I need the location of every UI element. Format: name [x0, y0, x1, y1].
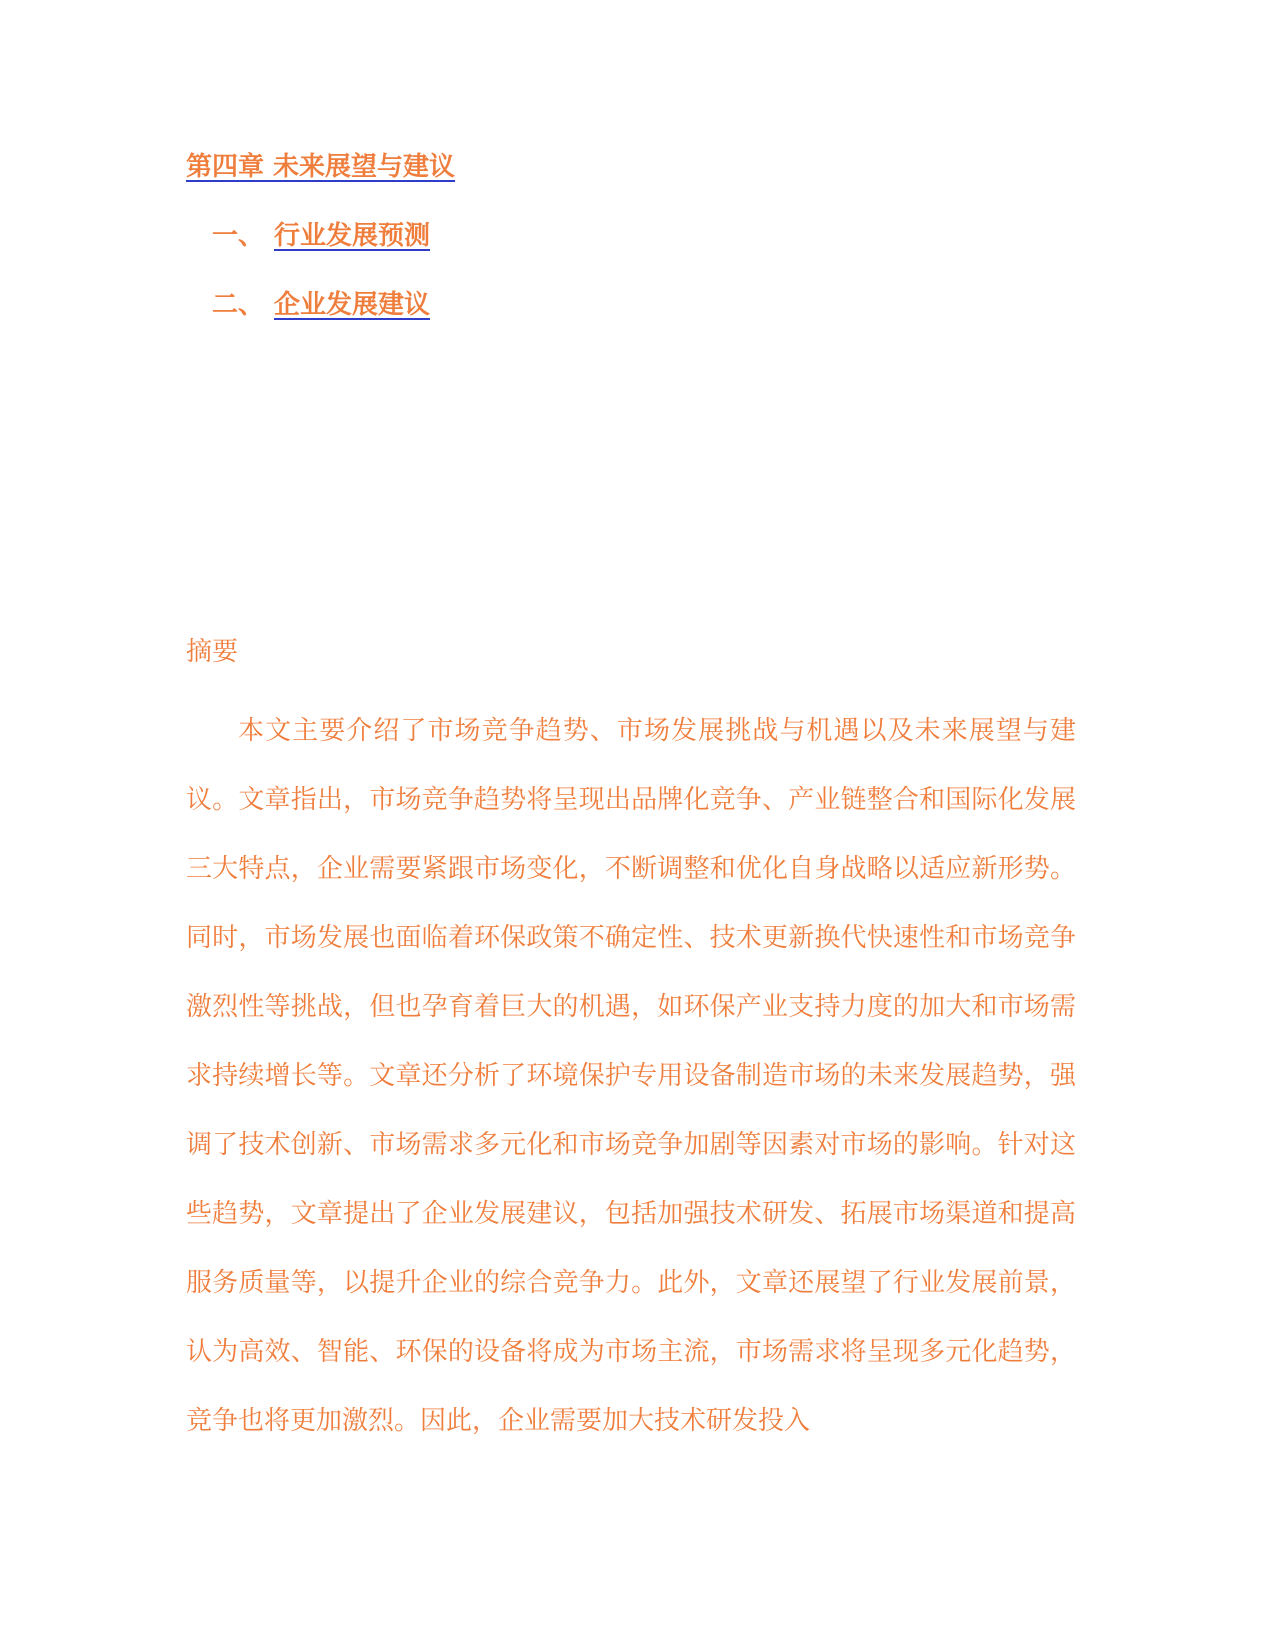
toc-section-number: 二、 [212, 290, 265, 320]
abstract-heading: 摘要 [186, 637, 239, 667]
table-of-contents [186, 150, 886, 322]
toc-section-title: 行业发展预测 [274, 221, 431, 251]
abstract-section [186, 635, 1076, 1456]
toc-link-section-2[interactable] [212, 288, 886, 322]
toc-link-section-1[interactable] [212, 219, 886, 253]
abstract-paragraph: 本文主要介绍了市场竞争趋势、市场发展挑战与机遇以及未来展望与建议。文章指出，市场竞争趋势将呈现出品牌化竞争、产业链整合和国际化发展三大特点，企业需要紧跟市场变化，不断调整和优化自身战略以适应新形势。同时，市场发展也面临着环保政策不确定性、技术更新换代快速性和市场竞争激烈性等挑战，但也孕育着巨大的机遇，如环保产业支持力度的加大和市场需求持续增长等。文章还分析了环境保护专用设备制造市场的未来发展趋势，强调了技术创新、市场需求多元化和市场竞争加剧等因素对市场的影响。针对这些趋势，文章提出了企业发展建议，包括加强技术研发、拓展市场渠道和提高服务质量等，以提升企业的综合竞争力。此外，文章还展望了行业发展前景，认为高效、智能、环保的设备将成为市场主流，市场需求将呈现多元化趋势，竞争也将更加激烈。因此，企业需要加大技术研发投入 [186, 716, 1076, 1436]
toc-link-chapter-4[interactable]: 第四章 未来展望与建议 [186, 152, 456, 182]
toc-section-number: 一、 [212, 221, 265, 251]
toc-section-title: 企业发展建议 [274, 290, 431, 320]
